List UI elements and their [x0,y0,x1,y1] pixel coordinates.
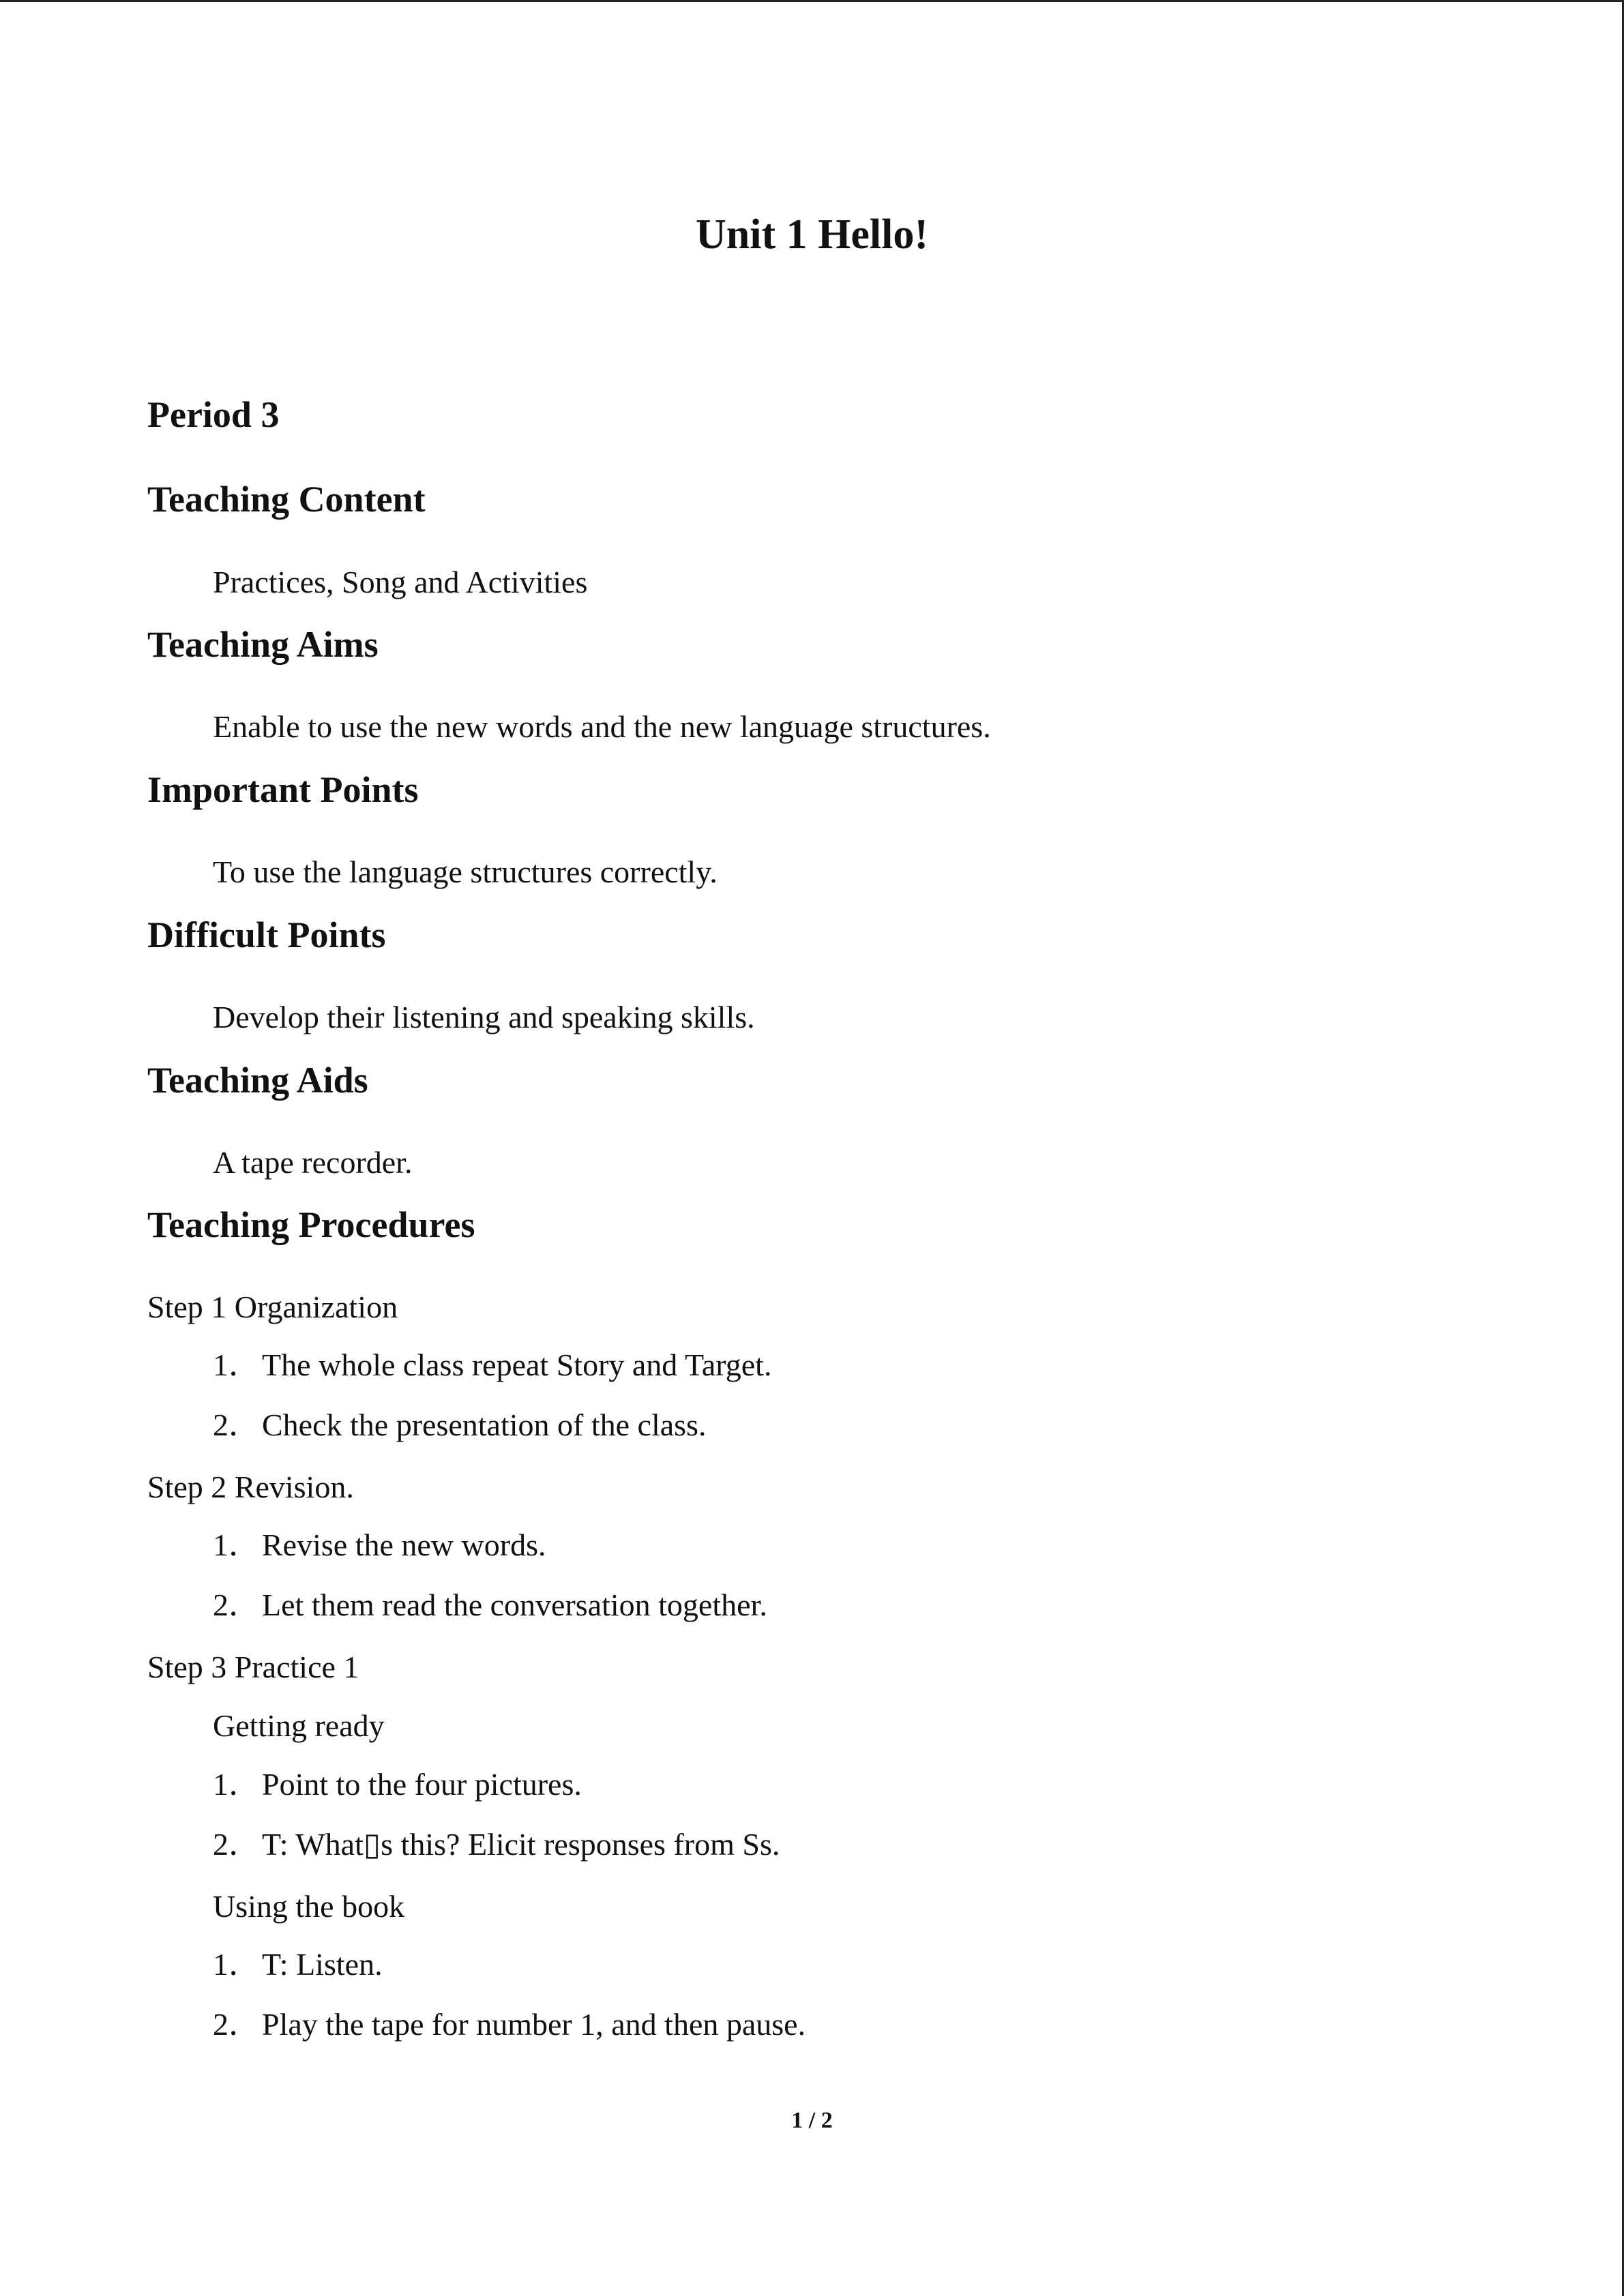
list-item-number: 2． [213,1587,260,1622]
list-item-text: The whole class repeat Story and Target. [262,1347,772,1382]
list-item [213,1347,772,1382]
section-heading-teaching-content: Teaching Content [147,479,426,520]
list-item-text: T: What▯s this? Elicit responses from Ss. [262,1827,780,1862]
section-heading-teaching-aims: Teaching Aims [147,624,379,665]
section-heading-difficult-points: Difficult Points [147,914,386,955]
list-item-number: 2． [213,1407,260,1442]
section-heading-important-points: Important Points [147,769,419,810]
subheading-getting-ready: Getting ready [213,1708,385,1743]
list-item-number: 2． [213,1827,260,1862]
document-title: Unit 1 Hello! [696,211,928,258]
list-item-text: Revise the new words. [262,1527,546,1562]
list-item [213,1587,767,1622]
list-item-text: Let them read the conversation together. [262,1587,767,1622]
section-text-teaching-aids: A tape recorder. [213,1145,413,1180]
step-title: Step 3 Practice 1 [147,1650,359,1684]
list-item-number: 2． [213,2007,260,2042]
list-item-number: 1． [213,1767,260,1802]
step-title: Step 2 Revision. [147,1470,354,1504]
list-item-text: Play the tape for number 1, and then pause. [262,2007,806,2042]
list-item-number: 1． [213,1947,260,1982]
list-item [213,1829,780,1860]
period-heading: Period 3 [147,394,280,435]
list-item-number: 1． [213,1347,260,1382]
section-text-teaching-aims: Enable to use the new words and the new language structures. [213,709,991,744]
list-item [213,1949,383,1980]
section-text-teaching-content: Practices, Song and Activities [213,565,588,599]
list-item [213,1527,546,1562]
list-item [213,2009,806,2040]
list-item [213,1769,582,1800]
section-text-important-points: To use the language structures correctly. [213,854,718,889]
procedures-heading: Teaching Procedures [147,1204,475,1245]
list-item-text: Check the presentation of the class. [262,1407,707,1442]
subheading-using-the-book: Using the book [213,1889,405,1924]
page-number: 1 / 2 [791,2108,833,2133]
section-text-difficult-points: Develop their listening and speaking skills. [213,1000,755,1034]
list-item-text: Point to the four pictures. [262,1767,582,1802]
list-item [213,1407,707,1442]
list-item-number: 1． [213,1527,260,1562]
step-title: Step 1 Organization [147,1289,398,1324]
list-item-text: T: Listen. [262,1947,383,1982]
section-heading-teaching-aids: Teaching Aids [147,1060,368,1101]
